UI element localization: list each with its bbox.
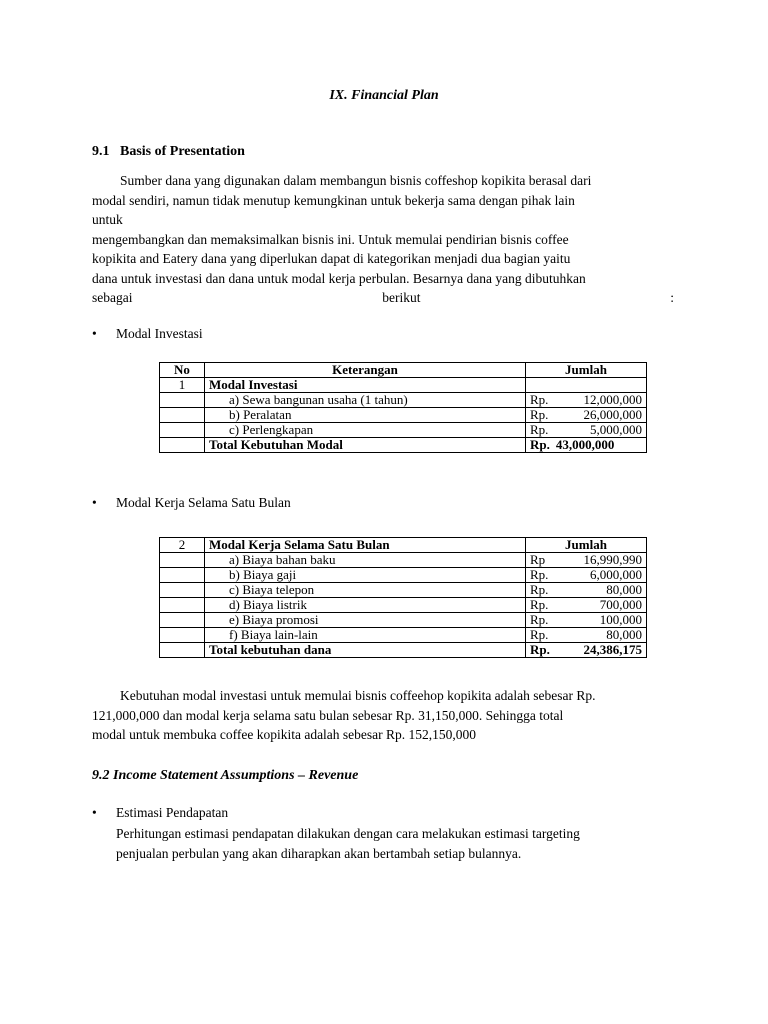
paragraph-line: 121,000,000 dan modal kerja selama satu bulan sebesar Rp. 31,150,000. Sehingga total [92, 707, 564, 723]
section-heading-9-2: 9.2 Income Statement Assumptions – Revenue [92, 768, 359, 783]
header-no: No [160, 363, 205, 378]
header-keterangan: Keterangan [205, 363, 526, 378]
basis-paragraph [92, 171, 674, 308]
row-currency: Rp. [530, 407, 549, 422]
row-amount: 6,000,000 [590, 567, 642, 582]
table-total-row [160, 643, 647, 658]
row-currency: Rp. [530, 612, 549, 627]
row-amount: 80,000 [606, 582, 642, 597]
row-currency: Rp. [530, 422, 549, 437]
bullet-label: Estimasi Pendapatan [116, 805, 229, 820]
row-currency: Rp. [530, 627, 549, 642]
row-label: c) Biaya telepon [205, 583, 526, 598]
total-currency: Rp. [530, 642, 550, 657]
bullet-estimasi [92, 805, 228, 821]
table-row [160, 598, 647, 613]
row-label: d) Biaya listrik [205, 598, 526, 613]
row-currency: Rp. [530, 582, 549, 597]
table-row [160, 553, 647, 568]
estimasi-paragraph [116, 824, 674, 863]
row-label: b) Peralatan [205, 408, 526, 423]
bullet-icon: • [92, 495, 97, 510]
total-currency: Rp. [530, 437, 550, 452]
paragraph-line: Kebutuhan modal investasi untuk memulai bisnis coffeehop kopikita adalah sebesar Rp. [120, 688, 596, 703]
bullet-label: Modal Investasi [116, 326, 203, 341]
table-row [160, 393, 647, 408]
table-row [160, 408, 647, 423]
row-label: c) Perlengkapan [205, 423, 526, 438]
row-label: a) Biaya bahan baku [205, 553, 526, 568]
summary-paragraph [92, 686, 674, 745]
row-amount: 100,000 [599, 612, 642, 627]
row-amount: 26,000,000 [583, 407, 642, 422]
table-row [160, 583, 647, 598]
total-label: Total kebutuhan dana [205, 643, 526, 658]
row-amount: 12,000,000 [583, 392, 642, 407]
table-header-row [160, 363, 647, 378]
row-currency: Rp [530, 552, 546, 567]
row-amount: 700,000 [599, 597, 642, 612]
paragraph-line: dana untuk investasi dan dana untuk modal kerja perbulan. Besarnya dana yang dibutuhkan [92, 270, 586, 286]
row-amount: 16,990,990 [583, 552, 642, 567]
table-row [160, 568, 647, 583]
row-label: a) Sewa bangunan usaha (1 tahun) [205, 393, 526, 408]
section-heading-9-1 [92, 144, 245, 160]
group-label: Modal Kerja Selama Satu Bulan [205, 538, 526, 553]
section-title: Basis of Presentation [120, 144, 245, 159]
working-capital-table [159, 537, 647, 658]
paragraph-line: kopikita and Eatery dana yang diperlukan dapat di kategorikan menjadi dua bagian yaitu [92, 251, 571, 266]
paragraph-line: modal untuk membuka coffee kopikita adalah sebesar Rp. 152,150,000 [92, 727, 477, 742]
paragraph-line: Perhitungan estimasi pendapatan dilakukan dengan cara melakukan estimasi targeting [116, 826, 580, 841]
bullet-modal-investasi [92, 326, 203, 342]
paragraph-line: modal sendiri, namun tidak menutup kemungkinan untuk bekerja sama dengan pihak lain [92, 192, 575, 208]
header-jumlah: Jumlah [526, 363, 647, 378]
investment-table [159, 362, 647, 453]
bullet-icon: • [92, 805, 97, 820]
group-label: Modal Investasi [205, 378, 526, 393]
page-title: IX. Financial Plan [329, 88, 439, 103]
row-amount: 80,000 [606, 627, 642, 642]
bullet-label: Modal Kerja Selama Satu Bulan [116, 495, 291, 510]
header-jumlah: Jumlah [526, 538, 647, 553]
table-header-row [160, 538, 647, 553]
table-row [160, 613, 647, 628]
row-label: e) Biaya promosi [205, 613, 526, 628]
row-label: b) Biaya gaji [205, 568, 526, 583]
table-group-row [160, 378, 647, 393]
paragraph-line: Sumber dana yang digunakan dalam membangun bisnis coffeshop kopikita berasal dari [120, 173, 592, 188]
table-row [160, 628, 647, 643]
total-amount: 43,000,000 [555, 437, 615, 452]
row-amount: 5,000,000 [590, 422, 642, 437]
section-number: 9.1 [92, 144, 110, 159]
paragraph-line: mengembangkan dan memaksimalkan bisnis ini. Untuk memulai pendirian bisnis coffee [92, 231, 569, 247]
row-currency: Rp. [530, 567, 549, 582]
row-label: f) Biaya lain-lain [205, 628, 526, 643]
bullet-icon: • [92, 326, 97, 341]
total-amount: 24,386,175 [583, 642, 642, 657]
paragraph-line: penjualan perbulan yang akan diharapkan akan bertambah setiap bulannya. [116, 845, 522, 861]
paragraph-line: untuk [92, 212, 123, 227]
table-total-row [160, 438, 647, 453]
row-currency: Rp. [530, 392, 549, 407]
row-currency: Rp. [530, 597, 549, 612]
bullet-modal-kerja [92, 495, 291, 511]
group-no: 2 [160, 538, 205, 553]
total-label: Total Kebutuhan Modal [205, 438, 526, 453]
paragraph-last-line: sebagai berikut : [92, 290, 674, 305]
table-row [160, 423, 647, 438]
group-no: 1 [160, 378, 205, 393]
